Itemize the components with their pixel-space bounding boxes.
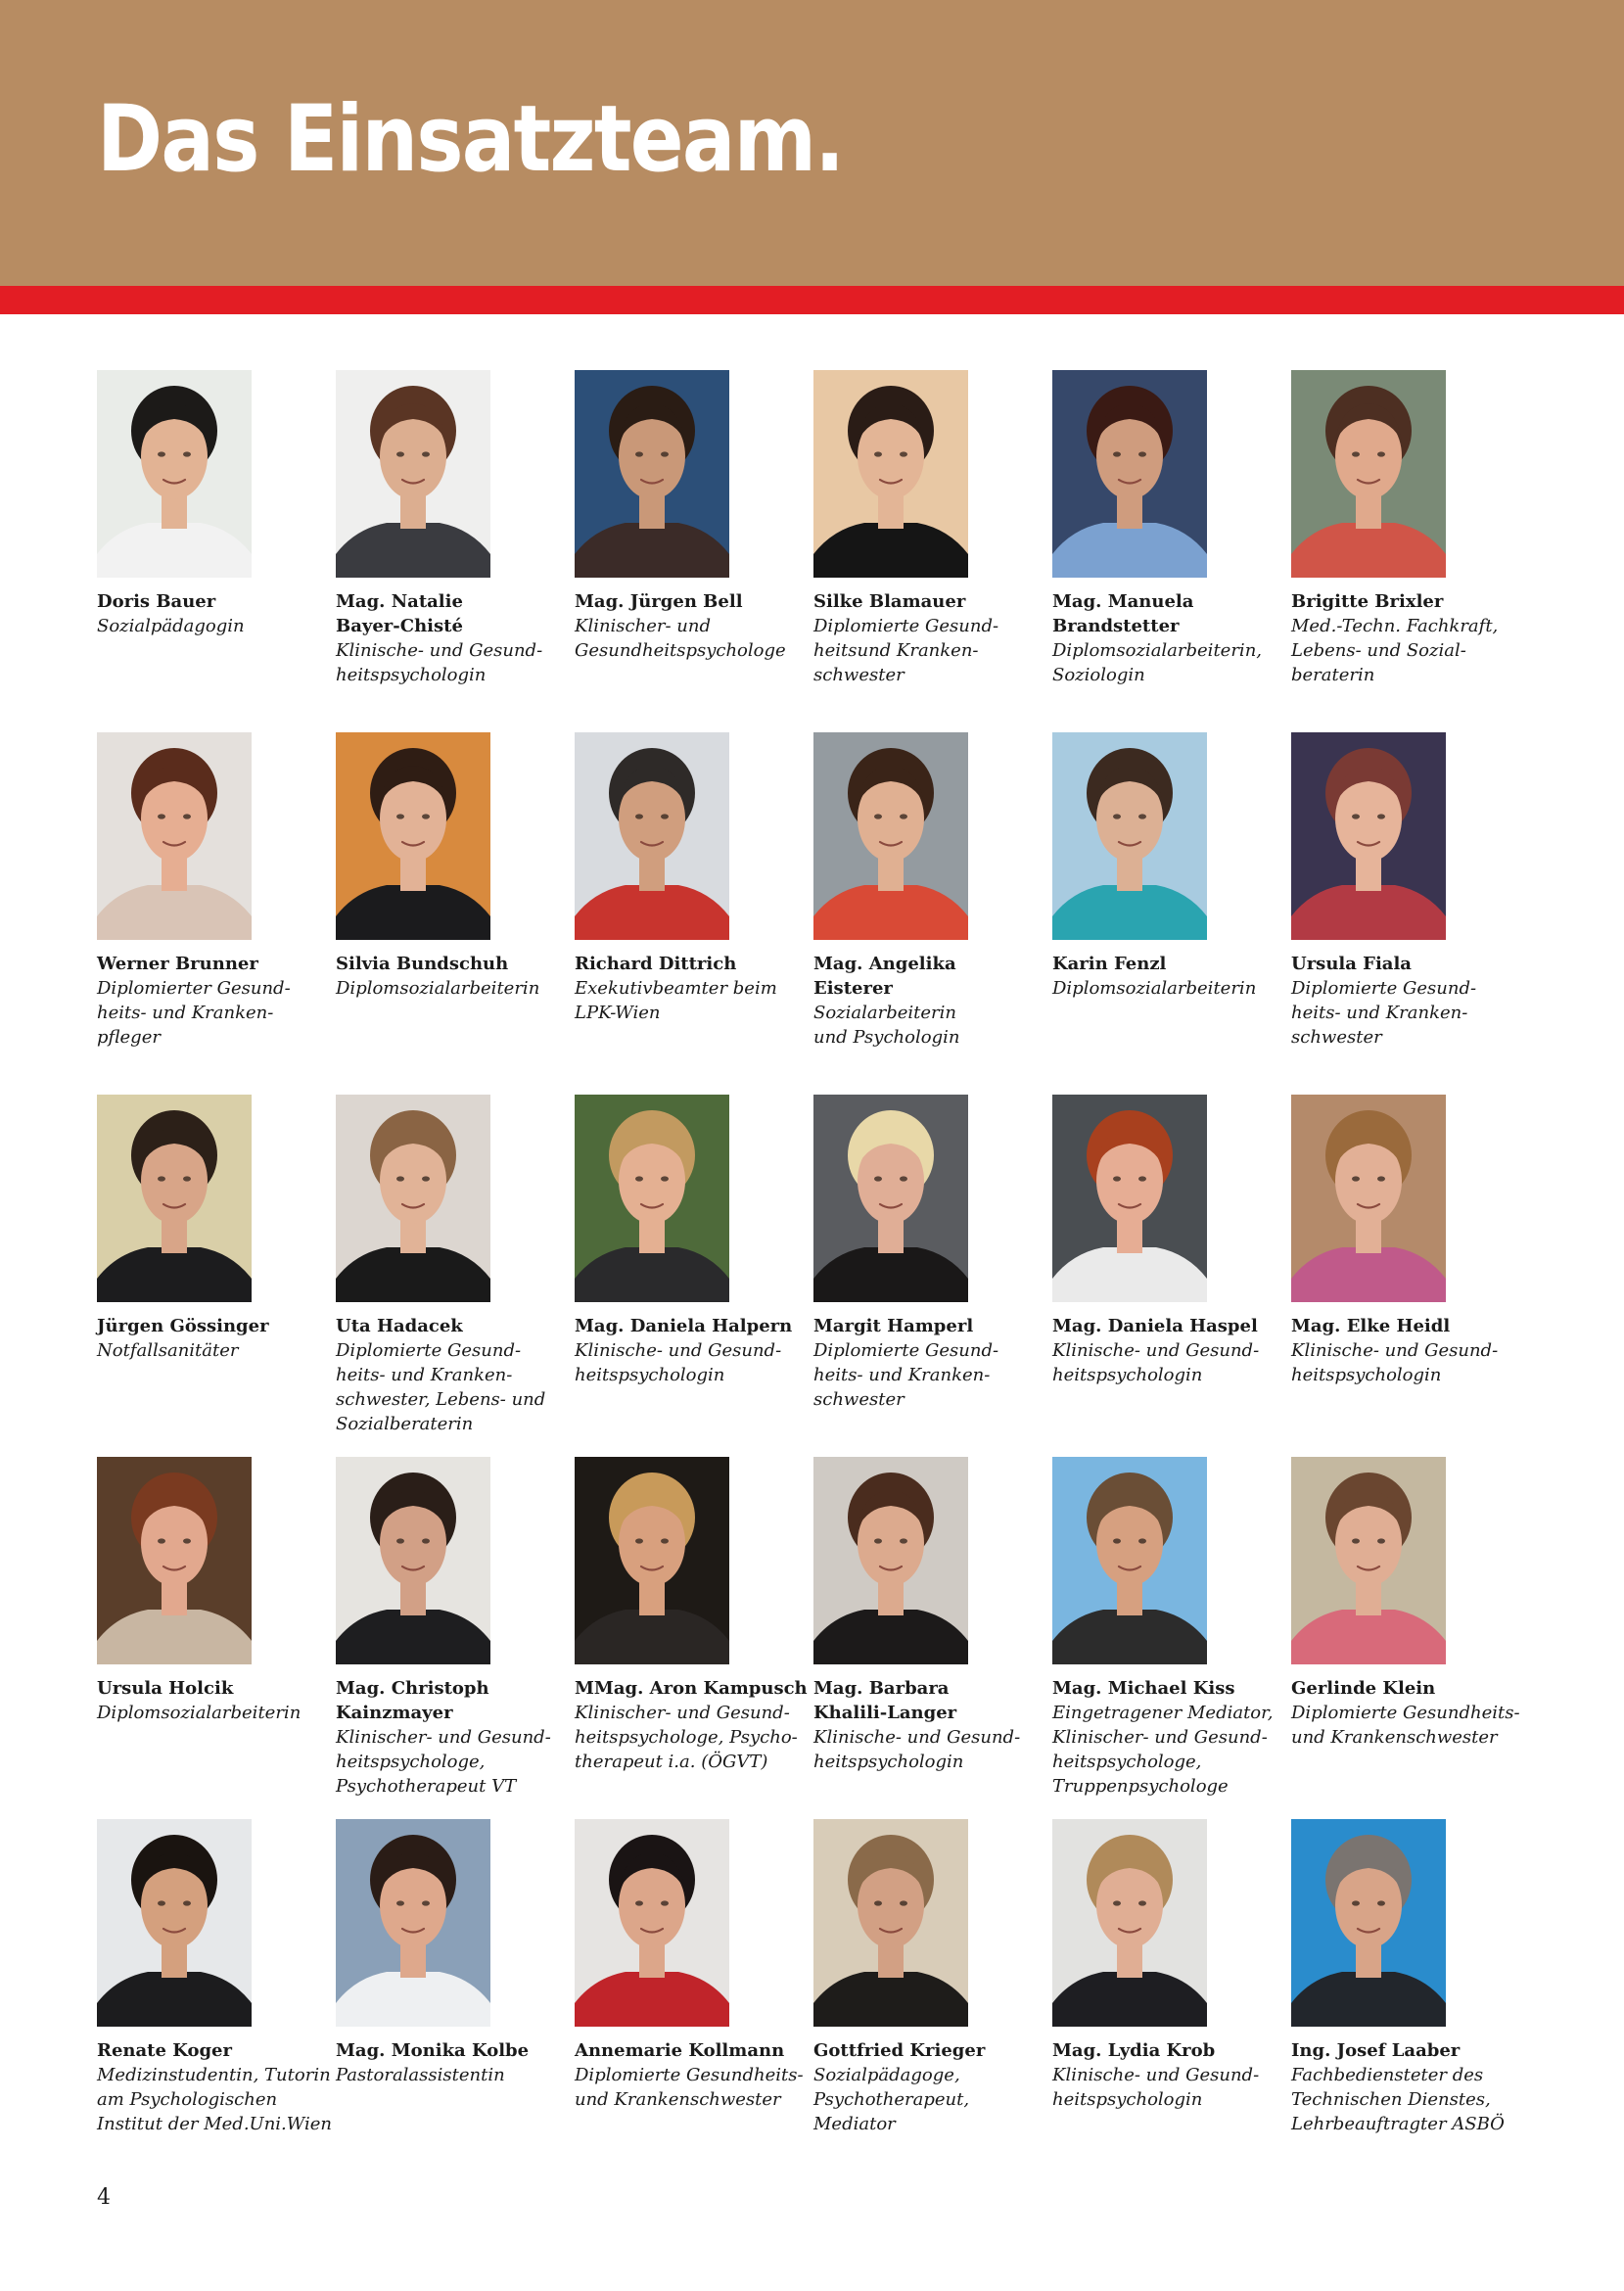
member-photo (336, 1095, 490, 1302)
portrait-illustration (336, 1095, 490, 1302)
member-name (1291, 589, 1526, 614)
portrait-illustration (336, 1457, 490, 1664)
member-role-line: schwester (813, 665, 905, 685)
portrait-illustration (97, 370, 252, 578)
member-photo (575, 370, 729, 578)
member-role-line: Exekutivbeamter beim (575, 978, 777, 999)
member-role (1052, 976, 1287, 1001)
member-name (1052, 589, 1287, 638)
member-name (336, 1314, 571, 1338)
member-role-line: heits- und Kranken- (336, 1365, 513, 1385)
member-role-line: Sozialpädagogin (97, 616, 245, 636)
member-name (575, 1676, 810, 1701)
member-role (575, 976, 810, 1025)
member-role (336, 2063, 571, 2087)
member-photo (97, 370, 252, 578)
portrait-illustration (575, 1819, 729, 2027)
member-name-line: Brandstetter (1052, 616, 1180, 636)
member-photo (336, 1819, 490, 2027)
member-role (97, 1701, 332, 1725)
member-role-line: Klinischer- und (575, 616, 711, 636)
member-name-line: Gerlinde Klein (1291, 1678, 1436, 1699)
member-role-line: Klinischer- und Gesund- (1052, 1727, 1268, 1748)
member-photo (97, 732, 252, 940)
member-role-line: Diplomierte Gesundheits- (575, 2065, 804, 2085)
member-name-line: Uta Hadacek (336, 1316, 463, 1336)
portrait-illustration (97, 1095, 252, 1302)
member-role (813, 1001, 1048, 1050)
member-name (97, 589, 332, 614)
member-name-line: Mag. Natalie (336, 591, 463, 612)
member-role-line: Klinische- und Gesund- (1052, 1340, 1260, 1361)
member-role-line: Lebens- und Sozial- (1291, 640, 1466, 661)
member-role-line: therapeut i.a. (ÖGVT) (575, 1752, 768, 1772)
member-role-line: Diplomsozialarbeiterin (336, 978, 540, 999)
member-photo (813, 1457, 968, 1664)
member-name-line: Gottfried Krieger (813, 2040, 986, 2061)
portrait-illustration (336, 370, 490, 578)
member-role-line: Diplomsozialarbeiterin, (1052, 640, 1263, 661)
member-role-line: Klinische- und Gesund- (575, 1340, 782, 1361)
member-name (813, 952, 1048, 1001)
member-photo (575, 1457, 729, 1664)
member-role-line: Klinische- und Gesund- (813, 1727, 1021, 1748)
portrait-illustration (97, 1819, 252, 2027)
member-role-line: Diplomierte Gesund- (336, 1340, 522, 1361)
member-role (336, 638, 571, 687)
portrait-illustration (1291, 732, 1446, 940)
member-role-line: Diplomsozialarbeiterin (97, 1703, 302, 1723)
portrait-illustration (1052, 732, 1207, 940)
member-role (336, 976, 571, 1001)
member-role-line: Diplomierte Gesundheits- (1291, 1703, 1520, 1723)
member-photo (575, 732, 729, 940)
member-photo (1291, 1095, 1446, 1302)
portrait-illustration (575, 1457, 729, 1664)
member-role-line: schwester, Lebens- und (336, 1389, 546, 1410)
member-role-line: Mediator (813, 2114, 896, 2134)
member-name (1291, 2038, 1526, 2063)
member-role-line: Diplomsozialarbeiterin (1052, 978, 1257, 999)
member-photo (813, 1095, 968, 1302)
member-name-line: Mag. Barbara (813, 1678, 950, 1699)
member-role-line: Pastoralassistentin (336, 2065, 505, 2085)
member-photo (336, 1457, 490, 1664)
member-role (813, 1338, 1048, 1412)
member-name (1291, 952, 1526, 976)
member-name-line: Ursula Fiala (1291, 954, 1412, 974)
member-photo (1052, 1819, 1207, 2027)
member-name-line: Mag. Monika Kolbe (336, 2040, 530, 2061)
member-name-line: MMag. Aron Kampusch (575, 1678, 808, 1699)
member-role-line: heitspsychologin (813, 1752, 964, 1772)
member-role-line: Diplomierte Gesund- (1291, 978, 1477, 999)
member-photo (1291, 370, 1446, 578)
member-name (575, 2038, 810, 2063)
member-photo (575, 1095, 729, 1302)
portrait-illustration (813, 732, 968, 940)
portrait-illustration (1291, 1095, 1446, 1302)
member-photo (97, 1095, 252, 1302)
member-role (1291, 976, 1526, 1050)
member-role-line: heitspsychologin (1052, 1365, 1203, 1385)
member-role-line: heitspsychologin (575, 1365, 725, 1385)
member-role (97, 614, 332, 638)
member-photo (97, 1819, 252, 2027)
member-role-line: beraterin (1291, 665, 1375, 685)
portrait-illustration (1052, 1457, 1207, 1664)
member-role-line: Klinische- und Gesund- (1052, 2065, 1260, 2085)
member-role-line: heitsund Kranken- (813, 640, 979, 661)
member-role-line: heitspsychologe, (1052, 1752, 1202, 1772)
portrait-illustration (575, 1095, 729, 1302)
member-role-line: Klinischer- und Gesund- (336, 1727, 551, 1748)
member-role-line: Sozialarbeiterin (813, 1003, 957, 1023)
member-role-line: Institut der Med.Uni.Wien (97, 2114, 332, 2134)
member-role (1052, 2063, 1287, 2112)
member-name-line: Mag. Elke Heidl (1291, 1316, 1451, 1336)
member-role-line: Sozialpädagoge, (813, 2065, 960, 2085)
member-role (97, 2063, 332, 2136)
member-role (575, 1701, 810, 1774)
member-role-line: und Krankenschwester (1291, 1727, 1498, 1748)
portrait-illustration (1291, 370, 1446, 578)
member-role-line: heitspsychologin (1052, 2089, 1203, 2110)
member-name-line: Mag. Jürgen Bell (575, 591, 743, 612)
member-name-line: Silke Blamauer (813, 591, 966, 612)
member-name (1052, 1676, 1287, 1701)
member-role (813, 1725, 1048, 1774)
member-role (97, 1338, 332, 1363)
member-role-line: LPK-Wien (575, 1003, 661, 1023)
member-role (1291, 1701, 1526, 1750)
portrait-illustration (813, 1819, 968, 2027)
member-name (575, 589, 810, 614)
member-name (1052, 2038, 1287, 2063)
member-photo (813, 370, 968, 578)
member-role-line: heits- und Kranken- (813, 1365, 991, 1385)
member-name (336, 1676, 571, 1725)
member-name (97, 1676, 332, 1701)
member-role-line: heits- und Kranken- (1291, 1003, 1468, 1023)
member-role (575, 1338, 810, 1387)
member-photo (336, 370, 490, 578)
member-name-line: Mag. Christoph (336, 1678, 489, 1699)
portrait-illustration (575, 732, 729, 940)
portrait-illustration (1052, 1819, 1207, 2027)
member-name-line: Ing. Josef Laaber (1291, 2040, 1461, 2061)
member-name-line: Ursula Holcik (97, 1678, 234, 1699)
member-photo (575, 1819, 729, 2027)
member-role-line: und Psychologin (813, 1027, 960, 1048)
page-title: Das Einsatzteam. (97, 86, 844, 193)
member-role (813, 2063, 1048, 2136)
member-role-line: pfleger (97, 1027, 161, 1048)
portrait-illustration (813, 1457, 968, 1664)
member-role-line: Klinischer- und Gesund- (575, 1703, 790, 1723)
member-name-line: Bayer-Chisté (336, 616, 463, 636)
member-name (336, 589, 571, 638)
member-role-line: Fachbediensteter des (1291, 2065, 1484, 2085)
portrait-illustration (813, 1095, 968, 1302)
member-role-line: Gesundheitspsychologe (575, 640, 786, 661)
member-name-line: Mag. Michael Kiss (1052, 1678, 1235, 1699)
member-name (97, 952, 332, 976)
member-name (813, 1676, 1048, 1725)
member-name-line: Mag. Angelika (813, 954, 956, 974)
member-role (813, 614, 1048, 687)
member-name-line: Werner Brunner (97, 954, 258, 974)
member-role-line: Psychotherapeut, (813, 2089, 970, 2110)
member-name-line: Annemarie Kollmann (575, 2040, 785, 2061)
portrait-illustration (1052, 370, 1207, 578)
member-role-line: Psychotherapeut VT (336, 1776, 517, 1797)
member-role-line: Technischen Dienstes, (1291, 2089, 1491, 2110)
member-role (575, 614, 810, 663)
member-role-line: heits- und Kranken- (97, 1003, 274, 1023)
portrait-illustration (1291, 1819, 1446, 2027)
member-photo (1052, 1457, 1207, 1664)
member-name-line: Karin Fenzl (1052, 954, 1167, 974)
member-role (1291, 1338, 1526, 1387)
member-photo (97, 1457, 252, 1664)
member-role (1291, 614, 1526, 687)
portrait-illustration (336, 1819, 490, 2027)
member-name (336, 2038, 571, 2063)
member-name-line: Kainzmayer (336, 1703, 453, 1723)
member-name-line: Mag. Daniela Halpern (575, 1316, 793, 1336)
member-role-line: Medizinstudentin, Tutorin (97, 2065, 331, 2085)
member-name-line: Jürgen Gössinger (97, 1316, 269, 1336)
member-name (97, 2038, 332, 2063)
member-role-line: Notfallsanitäter (97, 1340, 239, 1361)
member-role-line: schwester (813, 1389, 905, 1410)
member-role-line: heitspsychologe, Psycho- (575, 1727, 798, 1748)
member-photo (813, 732, 968, 940)
member-role-line: Sozialberaterin (336, 1414, 474, 1434)
member-name (575, 952, 810, 976)
member-name (813, 589, 1048, 614)
member-role-line: Diplomierte Gesund- (813, 616, 999, 636)
member-photo (1052, 732, 1207, 940)
member-role-line: heitspsychologin (336, 665, 487, 685)
member-role (336, 1338, 571, 1436)
member-role-line: Klinische- und Gesund- (1291, 1340, 1499, 1361)
member-role-line: Lehrbeauftragter ASBÖ (1291, 2114, 1505, 2134)
member-name-line: Khalili-Langer (813, 1703, 957, 1723)
portrait-illustration (575, 370, 729, 578)
member-role-line: am Psychologischen (97, 2089, 278, 2110)
portrait-illustration (336, 732, 490, 940)
member-role-line: Diplomierter Gesund- (97, 978, 291, 999)
page-number: 4 (97, 2185, 111, 2210)
member-name-line: Richard Dittrich (575, 954, 737, 974)
member-role (1052, 638, 1287, 687)
member-name-line: Mag. Manuela (1052, 591, 1194, 612)
member-name (336, 952, 571, 976)
member-name (1291, 1676, 1526, 1701)
member-name (1052, 952, 1287, 976)
member-name-line: Brigitte Brixler (1291, 591, 1444, 612)
portrait-illustration (97, 1457, 252, 1664)
member-name (1291, 1314, 1526, 1338)
member-name (97, 1314, 332, 1338)
member-role (575, 2063, 810, 2112)
member-role-line: Klinische- und Gesund- (336, 640, 543, 661)
member-name (1052, 1314, 1287, 1338)
member-role-line: Soziologin (1052, 665, 1145, 685)
member-photo (1291, 1819, 1446, 2027)
member-role-line: Truppenpsychologe (1052, 1776, 1229, 1797)
member-photo (1052, 370, 1207, 578)
member-photo (1052, 1095, 1207, 1302)
member-name (813, 2038, 1048, 2063)
member-photo (1291, 732, 1446, 940)
member-name (575, 1314, 810, 1338)
member-name-line: Margit Hamperl (813, 1316, 974, 1336)
member-role-line: schwester (1291, 1027, 1382, 1048)
member-name-line: Mag. Daniela Haspel (1052, 1316, 1258, 1336)
member-role-line: Eingetragener Mediator, (1052, 1703, 1274, 1723)
member-role (1052, 1338, 1287, 1387)
portrait-illustration (813, 370, 968, 578)
member-name-line: Renate Koger (97, 2040, 232, 2061)
member-photo (1291, 1457, 1446, 1664)
member-role-line: und Krankenschwester (575, 2089, 781, 2110)
member-role (336, 1725, 571, 1799)
member-name-line: Mag. Lydia Krob (1052, 2040, 1216, 2061)
member-role (1291, 2063, 1526, 2136)
member-role-line: heitspsychologe, (336, 1752, 486, 1772)
member-name-line: Eisterer (813, 978, 893, 999)
member-name-line: Silvia Bundschuh (336, 954, 509, 974)
portrait-illustration (97, 732, 252, 940)
member-photo (336, 732, 490, 940)
member-name (813, 1314, 1048, 1338)
member-role-line: Med.-Techn. Fachkraft, (1291, 616, 1499, 636)
member-photo (813, 1819, 968, 2027)
member-role (97, 976, 332, 1050)
member-role-line: Diplomierte Gesund- (813, 1340, 999, 1361)
member-role-line: heitspsychologin (1291, 1365, 1442, 1385)
member-role (1052, 1701, 1287, 1799)
member-name-line: Doris Bauer (97, 591, 216, 612)
portrait-illustration (1052, 1095, 1207, 1302)
portrait-illustration (1291, 1457, 1446, 1664)
